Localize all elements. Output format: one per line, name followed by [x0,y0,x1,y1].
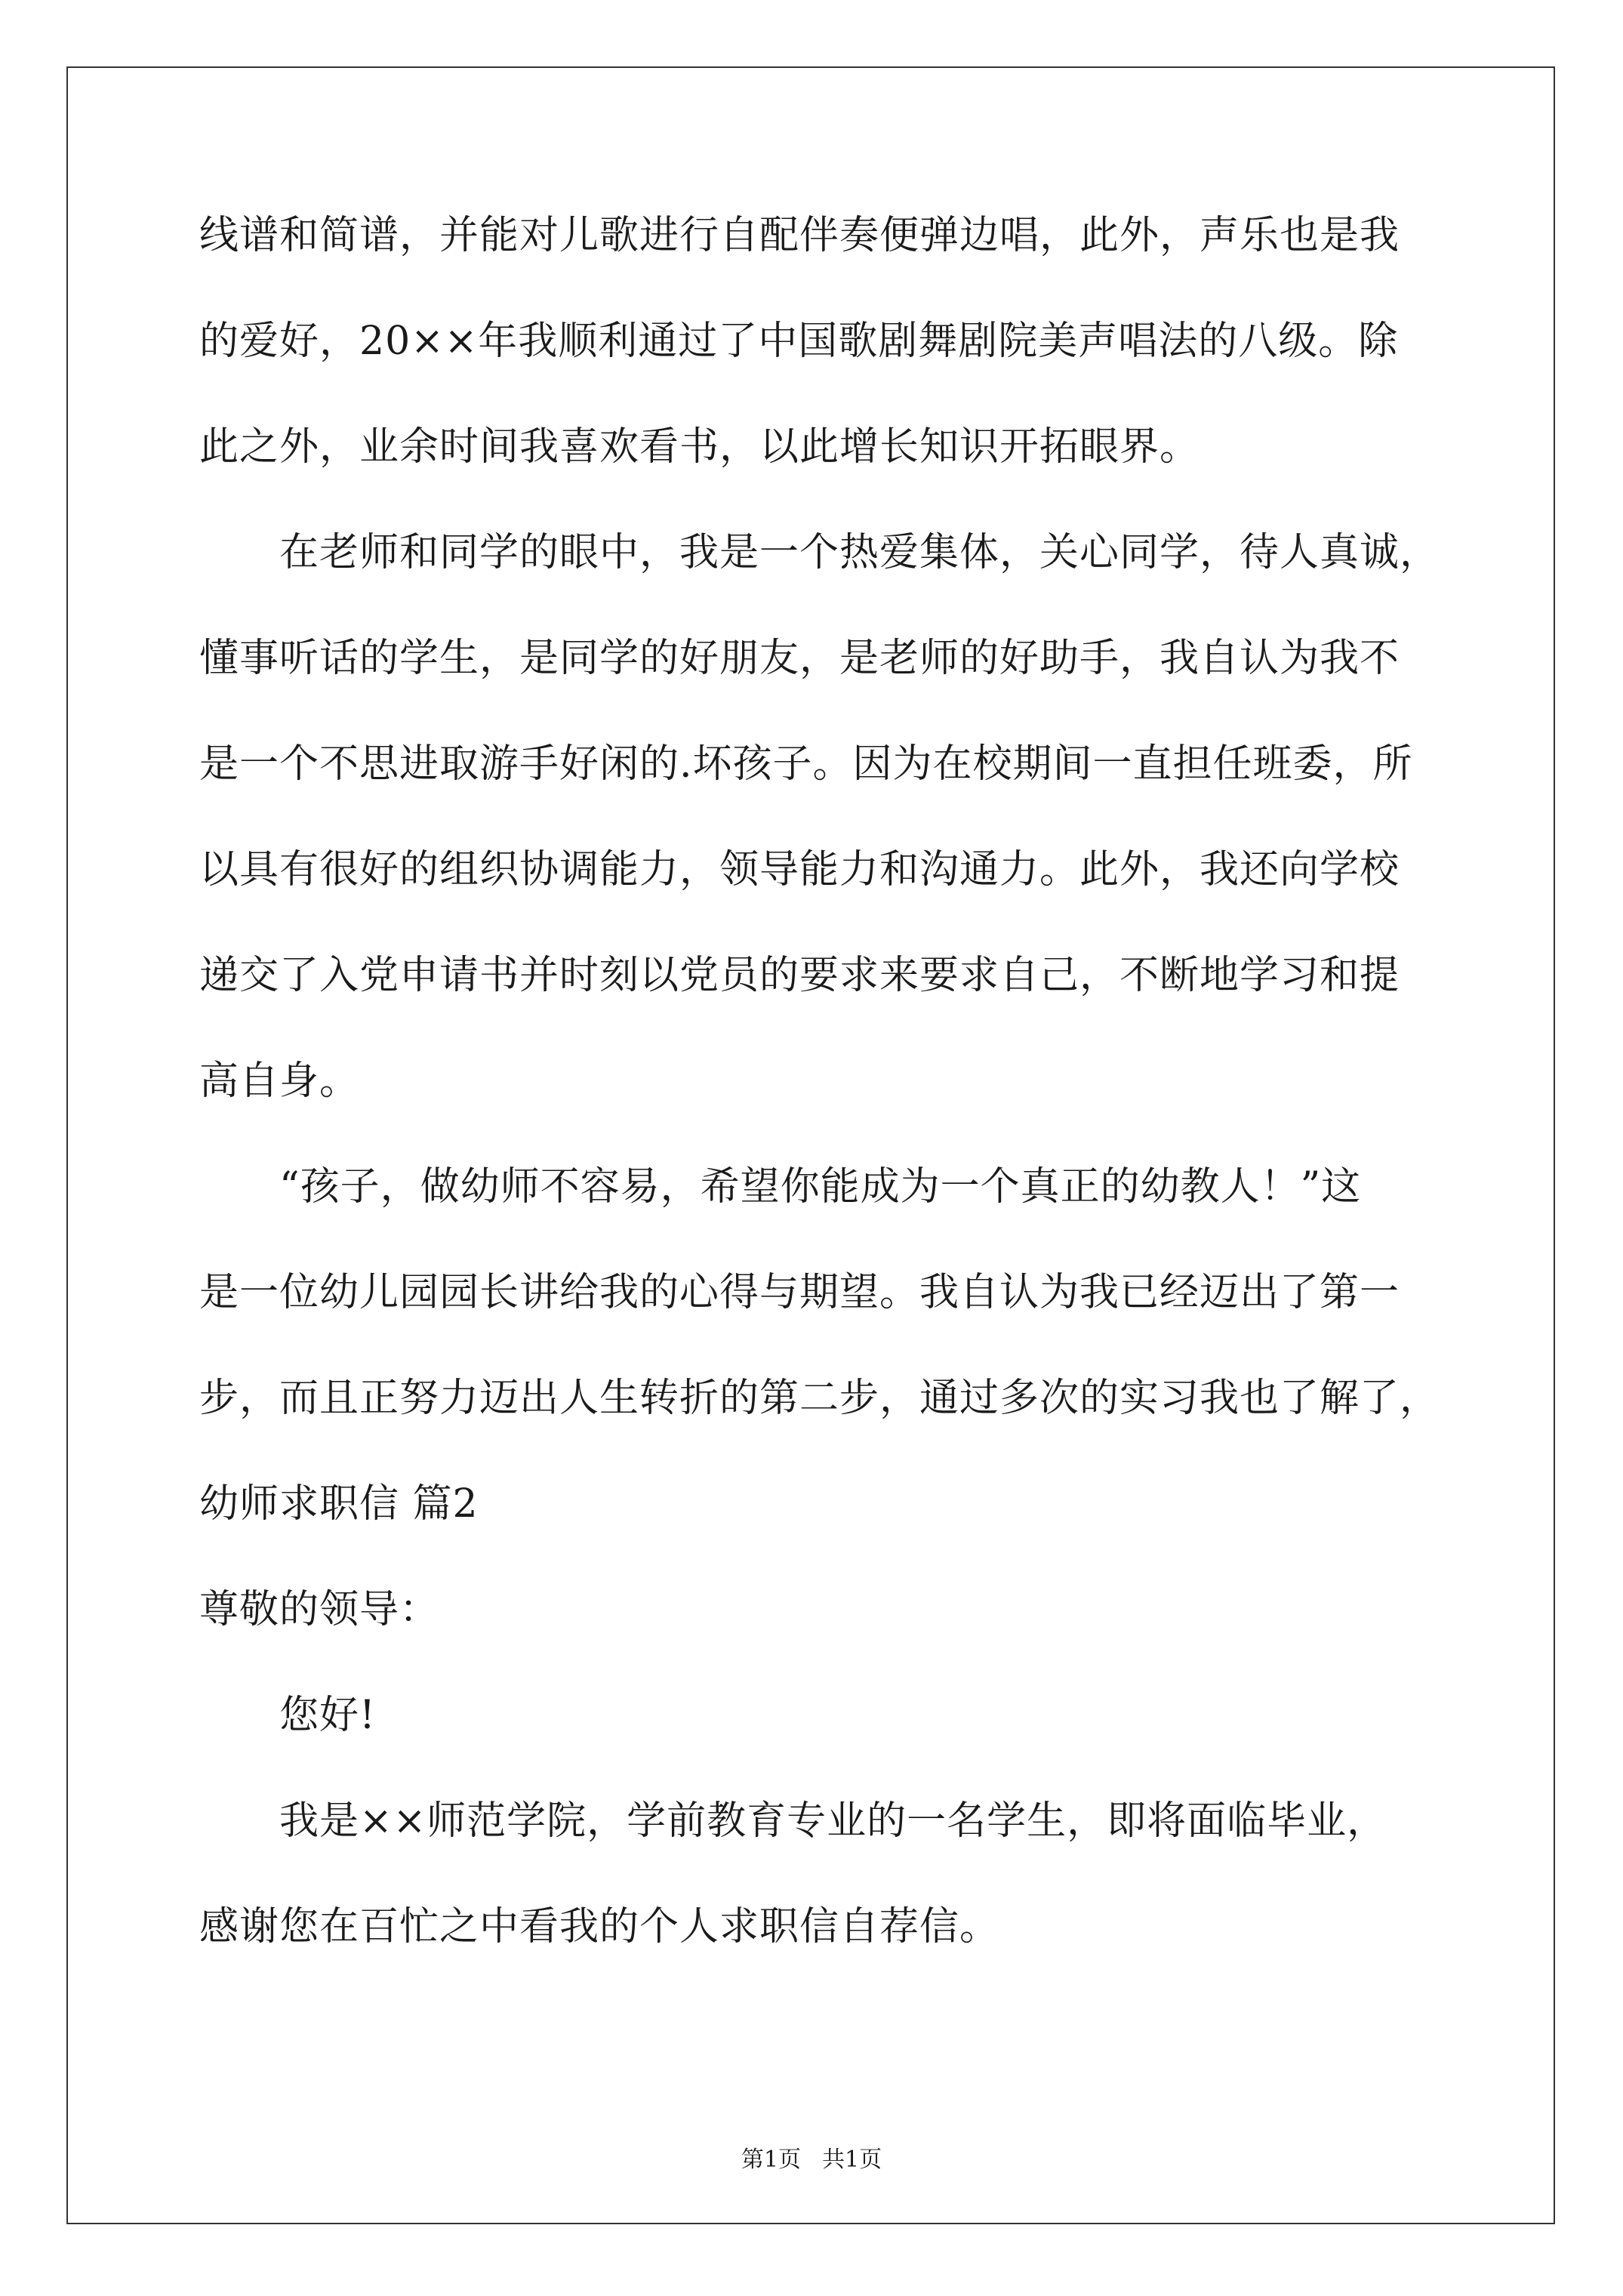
text-line: 高自身。 [199,1059,360,1104]
text-line: 是一位幼儿园园长讲给我的心得与期望。我自认为我已经迈出了第一 [199,1270,1400,1315]
text-line: 感谢您在百忙之中看我的个人求职信自荐信。 [199,1904,1000,1949]
paragraph-start-line: “孩子，做幼师不容易，希望你能成为一个真正的幼教人！”这 [279,1164,1362,1210]
page-total: 共1页 [822,2147,882,2173]
paragraph-start-line: 我是××师范学院，学前教育专业的一名学生，即将面临毕业， [279,1798,1387,1844]
section-title: 幼师求职信 篇2 [199,1481,479,1527]
text-line: 步，而且正努力迈出人生转折的第二步，通过多次的实习我也了解了， [199,1376,1440,1421]
text-line: 是一个不思进取游手好闲的.坏孩子。因为在校期间一直担任班委，所 [199,741,1413,787]
salutation: 尊敬的领导： [199,1587,440,1632]
paragraph-start-line: 在老师和同学的眼中，我是一个热爱集体，关心同学，待人真诚， [279,530,1440,575]
text-line: 的爱好，20××年我顺利通过了中国歌剧舞剧院美声唱法的八级。除 [199,319,1399,364]
text-line: 此之外，业余时间我喜欢看书，以此增长知识开拓眼界。 [199,424,1200,470]
text-line: 递交了入党申请书并时刻以党员的要求来要求自己，不断地学习和提 [199,953,1400,998]
text-line: 线谱和简谱，并能对儿歌进行自配伴奏便弹边唱，此外，声乐也是我 [199,213,1400,258]
text-line: 以具有很好的组织协调能力，领导能力和沟通力。此外，我还向学校 [199,847,1400,892]
document-body [199,213,1440,2010]
greeting: 您好! [279,1693,376,1738]
page-number: 第1页 [741,2147,801,2173]
page-footer [0,2145,1623,2175]
text-line: 懂事听话的学生，是同学的好朋友，是老师的好助手，我自认为我不 [199,636,1400,681]
